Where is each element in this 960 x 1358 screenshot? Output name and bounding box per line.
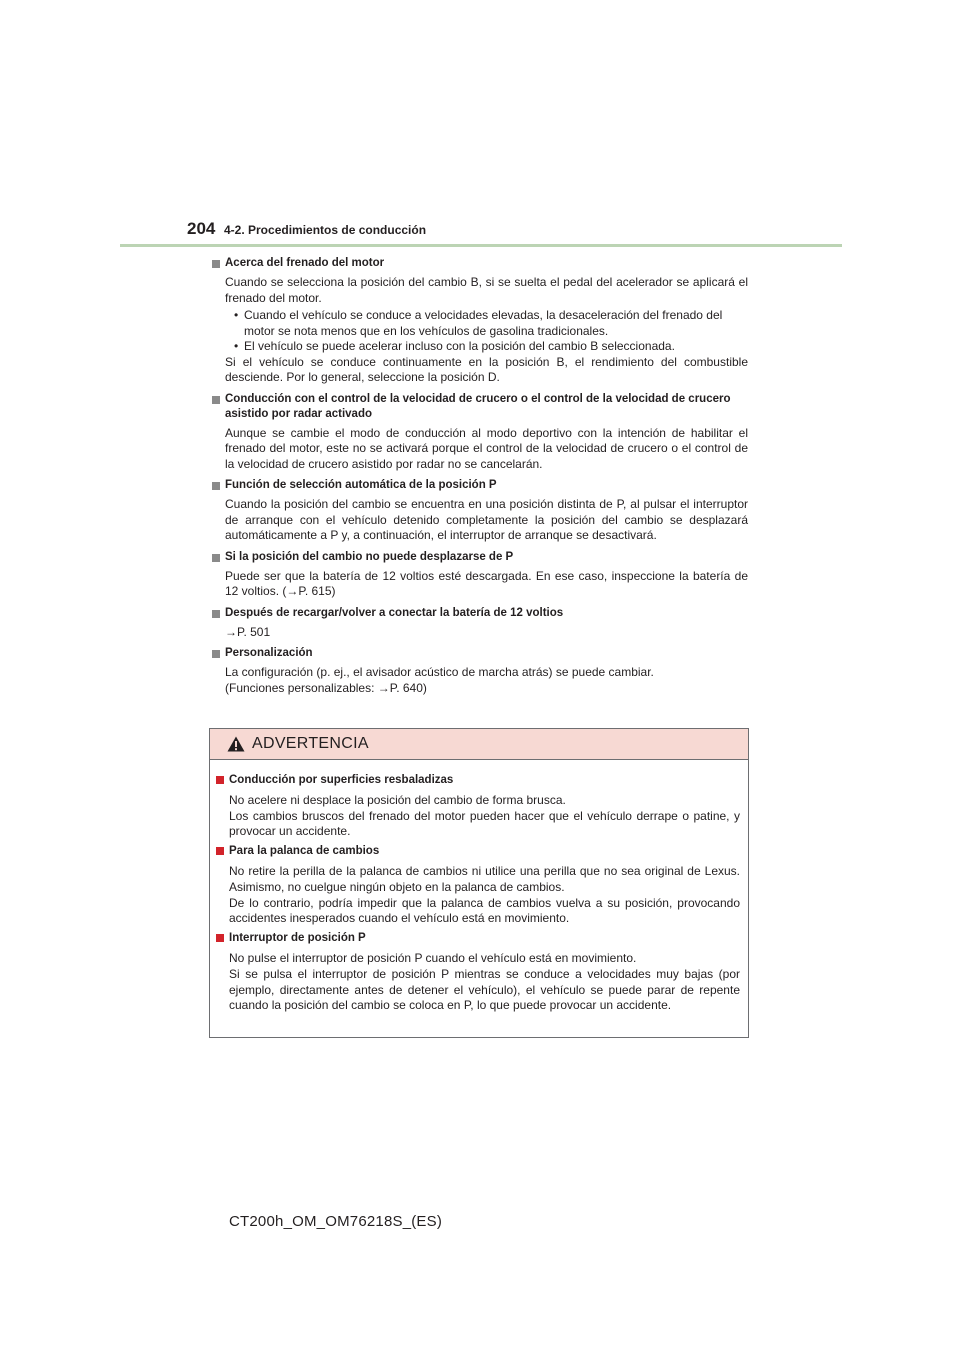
- warning-paragraph: No acelere ni desplace la posición del cambio de forma brusca.: [229, 792, 566, 807]
- item-cannot-shift: [212, 550, 748, 600]
- item-engine-braking: [212, 256, 748, 386]
- warning-paragraph: Los cambios bruscos del frenado del motor pueden hacer que el vehículo derrape o patine, y provocar un accidente.: [229, 808, 740, 839]
- warning-heading: Conducción por superficies resbaladizas: [216, 773, 740, 789]
- warning-body: [210, 760, 748, 1014]
- item-paragraph: Cuando se selecciona la posición del cambio B, si se suelta el pedal del acelerador se aplicará el frenado del motor.: [225, 275, 748, 305]
- document-code: CT200h_OM_OM76218S_(ES): [229, 1213, 443, 1230]
- item-heading: Conducción con el control de la velocidad de crucero o el control de la velocidad de crucero asistido por radar activado: [212, 392, 748, 422]
- warning-paragraph: No retire la perilla de la palanca de cambios ni utilice una perilla que no sea original de Lexus. Asimismo, no cuelgue ningún objeto en la palanca de cambios.: [229, 863, 740, 894]
- section-title: 4-2. Procedimientos de conducción: [224, 223, 427, 237]
- warning-title-bar: [210, 729, 748, 760]
- item-heading: Personalización: [212, 646, 748, 661]
- warning-triangle-icon: [227, 736, 245, 752]
- warning-paragraph: Si se pulsa el interruptor de posición P mientras se conduce a velocidades muy bajas (por ejemplo, directamente antes de detener el vehículo), el vehículo se puede parar de repente cuando la posición del cambio se coloca en P, lo que puede provocar un accidente.: [229, 966, 740, 1013]
- item-paragraph: Aunque se cambie el modo de conducción al modo deportivo con la intención de habilitar el frenado del motor, este no se activará porque el control de la velocidad de crucero o el control de la velocidad de crucero asistido por radar no se cancelarán.: [225, 425, 748, 471]
- main-content: [212, 256, 748, 702]
- item-auto-p: [212, 478, 748, 544]
- item-paragraph: La configuración (p. ej., el avisador acústico de marcha atrás) se puede cambiar.: [225, 665, 654, 679]
- item-heading: Acerca del frenado del motor: [212, 256, 748, 271]
- item-battery: [212, 606, 748, 641]
- item-cruise-control: [212, 392, 748, 473]
- warning-paragraph: De lo contrario, podría impedir que la palanca de cambios vuelva a su posición, provocando accidentes inesperados cuando el vehículo está en movimiento.: [229, 895, 740, 926]
- item-paragraph: (Funciones personalizables: →P. 640): [225, 680, 427, 695]
- warning-heading: Interruptor de posición P: [216, 931, 740, 947]
- item-heading: Después de recargar/volver a conectar la batería de 12 voltios: [212, 606, 748, 621]
- page-header: [187, 219, 426, 239]
- page-number: 204: [187, 219, 216, 238]
- bullet-item: • El vehículo se puede acelerar incluso con la posición del cambio B seleccionada.: [234, 339, 675, 353]
- warning-box: [209, 728, 749, 1038]
- bullet-item: • Cuando el vehículo se conduce a velocidades elevadas, la desaceleración del frenado del motor se nota menos que en los vehículos de gasolina tradicionales.: [234, 308, 723, 338]
- warning-heading: Para la palanca de cambios: [216, 844, 740, 860]
- item-paragraph: Puede ser que la batería de 12 voltios esté descargada. En ese caso, inspeccione la batería de 12 voltios. (→P. 615): [225, 568, 748, 598]
- header-divider: [120, 244, 842, 247]
- item-heading: Función de selección automática de la posición P: [212, 478, 748, 493]
- warning-paragraph: No pulse el interruptor de posición P cuando el vehículo está en movimiento.: [229, 950, 637, 965]
- warning-title: ADVERTENCIA: [252, 735, 369, 752]
- item-paragraph: Cuando la posición del cambio se encuentra en una posición distinta de P, al pulsar el interruptor de arranque con el vehículo detenido completamente la posición del cambio se desplazará automáticamente a P y, a continuación, el interruptor de arranque se desactivará.: [225, 497, 748, 542]
- item-paragraph: →P. 501: [225, 624, 271, 639]
- item-heading: Si la posición del cambio no puede desplazarse de P: [212, 550, 748, 565]
- item-paragraph: Si el vehículo se conduce continuamente en la posición B, el rendimiento del combustible desciende. Por lo general, seleccione la posición D.: [225, 354, 748, 384]
- item-customization: [212, 646, 748, 696]
